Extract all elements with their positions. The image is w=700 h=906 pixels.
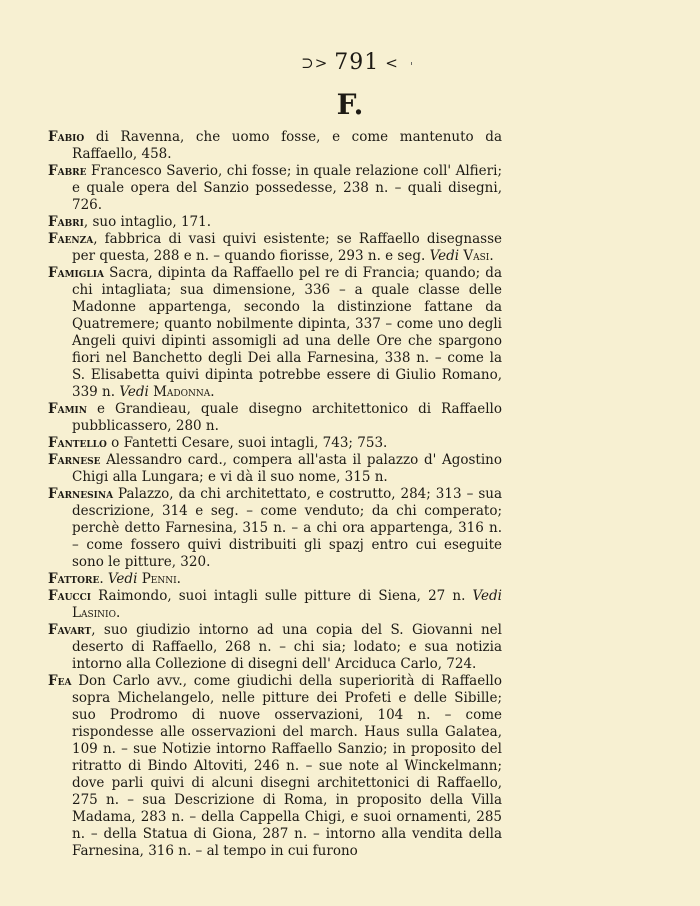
index-entry [48,265,502,401]
vedi-reference: Vedi [119,384,149,400]
vedi-target: Penni. [141,571,181,587]
entry-text: di Ravenna, che uomo fosse, e come mantenuto da Raffaello, 458. [72,129,502,162]
entry-text: Alessandro card., compera all'asta il palazzo d' Agostino Chigi alla Lungara; e vi dà il suo nome, 315 n. [72,452,502,485]
entry-text: Don Carlo avv., come giudichi della superiorità di Raffaello sopra Michelangelo, nelle pitture dei Profeti e delle Sibille; suo Prodromo di nuove osservazioni, 104 n. – come rispondesse alle osservazioni del march. Haus sulla Galatea, 109 n. – sue Notizie intorno Raffaello Sanzio; in proposito del ritratto di Bindo Altoviti, 246 n. – sue note al Winckelmann; dove parli quivi di alcuni disegni architettonici di Raffaello, 275 n. – sua Descrizione di Roma, in proposito della Villa Madama, 283 n. – della Cappella Chigi, e suoi ornamenti, 285 n. – della Statua di Giona, 287 n. – intorno alla vendita della Farnesina, 316 n. – al tempo in cui furono [71,673,502,859]
vedi-target: Lasinio. [72,605,121,621]
index-entry [48,622,502,673]
entry-text: , suo giudizio intorno ad una copia del S. Giovanni nel deserto di Raffaello, 268 n. – chi sia; lodato; e sua notizia intorno alla Collezione di disegni dell' Arciduca Carlo, 724. [72,622,502,672]
index-entry [48,435,502,452]
index-entry [48,486,502,571]
vedi-target: Madonna. [153,384,215,400]
vedi-reference: Vedi [472,588,502,604]
ink-speck: ' [410,60,414,73]
entry-headword: Faenza [48,231,94,247]
entry-headword: Farnese [48,452,101,468]
entry-text: . [99,571,108,587]
entry-text: , suo intaglio, 171. [83,214,212,230]
entry-headword: Fabio [48,129,85,145]
index-entry [48,401,502,435]
vedi-reference: Vedi [107,571,138,587]
index-entry [48,571,502,588]
index-entry [48,452,502,486]
entry-headword: Favart [48,622,92,638]
entry-headword: Fea [48,673,72,689]
index-entry [48,163,502,214]
entry-text: e Grandieau, quale disegno architettonico di Raffaello pubblicassero, 280 n. [72,401,502,434]
entry-headword: Faucci [48,588,91,604]
entry-headword: Fantello [48,435,107,451]
right-ornament: < [385,54,399,72]
entry-text: Francesco Saverio, chi fosse; in quale relazione coll' Alfieri; e quale opera del Sanzio possedesse, 238 n. – quali disegni, 726. [72,163,502,213]
index-entries [48,129,502,860]
left-ornament: ⊃> [301,54,329,72]
index-entry [48,231,502,265]
index-entry [48,673,502,860]
page-header [0,50,700,75]
vedi-target: Vasi. [463,248,494,264]
entry-text: Raimondo, suoi intagli sulle pitture di Siena, 27 n. [90,588,473,604]
entry-headword: Farnesina [48,486,114,502]
index-entry [48,588,502,622]
entry-headword: Fattore [48,571,100,587]
entry-headword: Fabre [48,163,87,179]
entry-headword: Famiglia [48,265,104,281]
index-entry [48,129,502,163]
entry-text: o Fantetti Cesare, suoi intagli, 743; 753. [106,435,388,451]
section-letter: F. [336,88,364,121]
index-entry [48,214,502,231]
entry-text: Palazzo, da chi architettato, e costrutto, 284; 313 – sua descrizione, 314 e seg. – come venduto; da chi comperato; perchè detto Farnesina, 315 n. – a chi ora appartenga, 316 n. – come fossero quivi distribuiti gli spazj entro cui eseguite sono le pitture, 320. [72,486,502,570]
entry-text: Sacra, dipinta da Raffaello pel re di Francia; quando; da chi intagliata; sua dimensione, 336 – a quale classe delle Madonne appartenga, secondo la distinzione fattane da Quatremere; quanto nobilmente dipinta, 337 – come uno degli Angeli quivi dipinti assomigli ad una delle Ore che spargono fiori nel Banchetto degli Dei alla Farnesina, 338 n. – come la S. Elisabetta quivi dipinta potrebbe essere di Giulio Romano, 339 n. [72,265,502,400]
entry-headword: Famin [48,401,87,417]
entry-text: , fabbrica di vasi quivi esistente; se Raffaello disegnasse per questa, 288 e n. – quando fiorisse, 293 n. e seg. [72,231,502,264]
vedi-reference: Vedi [429,248,460,264]
page-number: 791 [334,50,380,75]
entry-headword: Fabri [48,214,84,230]
